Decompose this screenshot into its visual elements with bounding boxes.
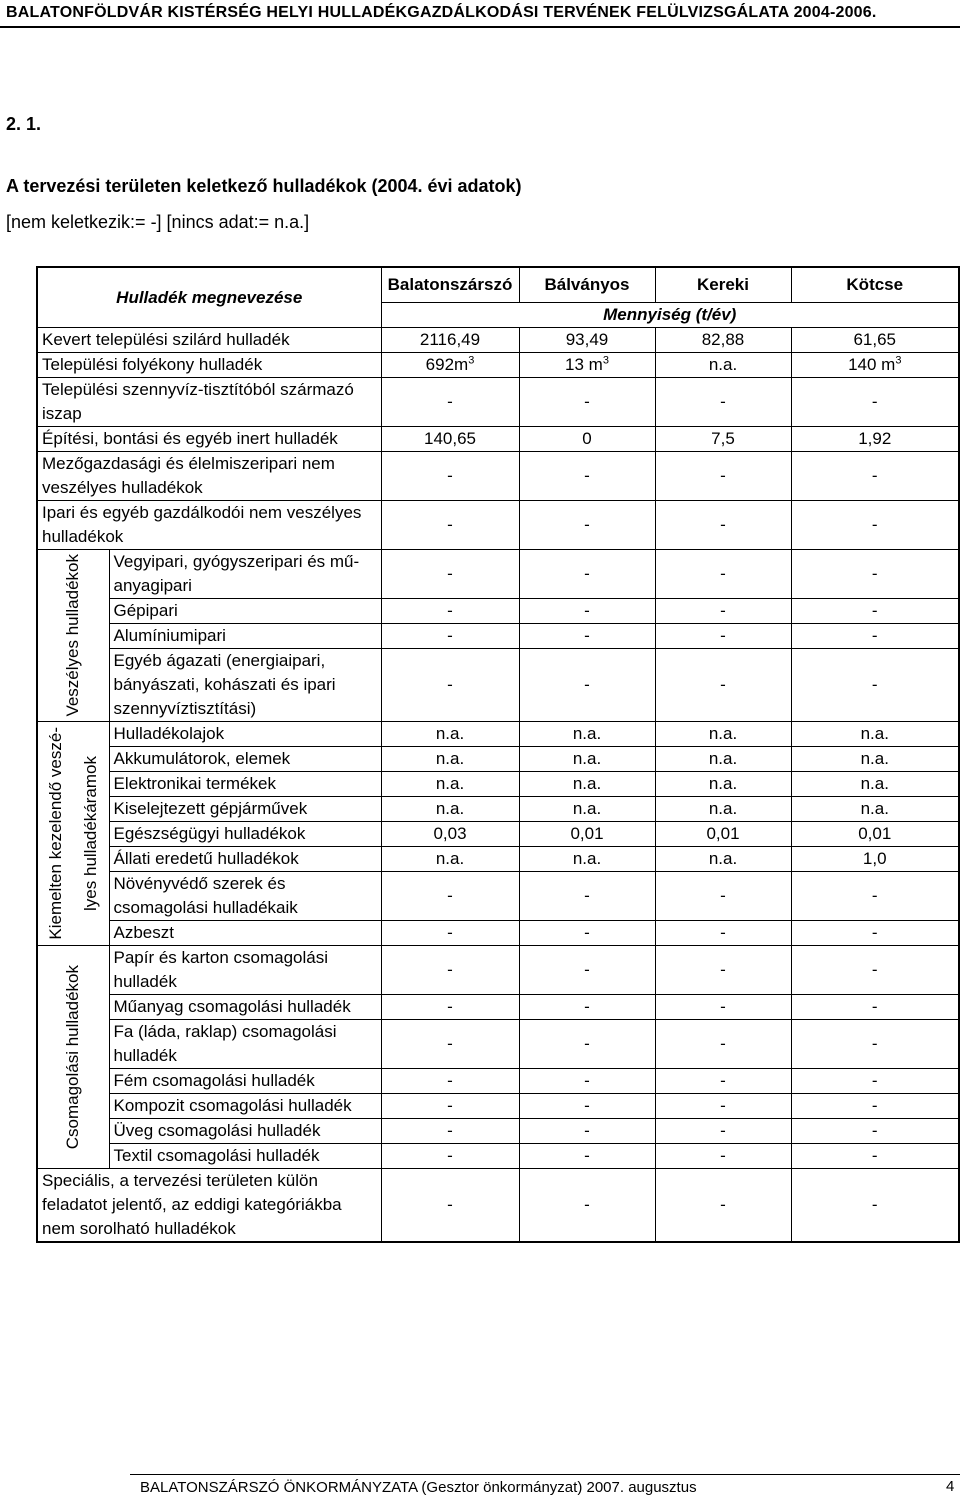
value-cell [381, 921, 519, 946]
value-text: - [447, 626, 453, 645]
value-text: - [584, 1146, 590, 1165]
table-row [37, 946, 959, 995]
value-text: n.a. [435, 749, 465, 768]
row-label: Hulladékolajok [109, 722, 381, 747]
table-row [37, 1094, 959, 1119]
value-cell [791, 822, 959, 847]
column-header-location: Bálványos [519, 267, 655, 303]
row-label: Állati eredetű hulladékok [109, 847, 381, 872]
value-cell [791, 427, 959, 452]
value-text: - [584, 601, 590, 620]
value-text: n.a. [435, 849, 465, 868]
value-cell [519, 797, 655, 822]
value-cell [791, 1069, 959, 1094]
value-cell [519, 550, 655, 599]
row-label: Mezőgazdasági és élelmiszeripari nem veszélyes hulladékok [37, 452, 381, 501]
value-text: n.a. [708, 749, 738, 768]
row-label: Textil csomagolási hulladék [109, 1144, 381, 1169]
value-text: - [871, 515, 878, 534]
section-legend: [nem keletkezik:= -] [nincs adat:= n.a.] [6, 212, 310, 232]
table-row [37, 1119, 959, 1144]
value-text: n.a. [708, 774, 738, 793]
value-text: - [584, 626, 590, 645]
value-cell [381, 946, 519, 995]
value-text: 692m [425, 355, 469, 374]
row-label: Fém csomagolási hulladék [109, 1069, 381, 1094]
value-text: n.a. [860, 774, 889, 793]
row-label: Papír és karton csomagolási hulladék [109, 946, 381, 995]
row-label: Gépipari [109, 599, 381, 624]
value-cell [655, 550, 791, 599]
value-text: - [720, 923, 726, 942]
value-text: 0,01 [706, 824, 740, 843]
value-cell [655, 872, 791, 921]
group-label-text: Kiemelten kezelendő veszé- [45, 727, 65, 940]
row-label: Elektronikai termékek [109, 772, 381, 797]
row-label: Akkumulátorok, elemek [109, 747, 381, 772]
value-cell [381, 1169, 519, 1243]
value-text: - [447, 466, 453, 485]
value-cell [791, 797, 959, 822]
value-text: 1,92 [858, 429, 892, 448]
value-cell [381, 847, 519, 872]
value-cell [519, 501, 655, 550]
row-label: Egyéb ágazati (energiaipari, bányászati, kohászati és ipari szennyvíztisztítási) [109, 649, 381, 722]
value-cell [519, 1144, 655, 1169]
row-label: Települési folyékony hulladék [37, 353, 381, 378]
value-cell [519, 1169, 655, 1243]
value-cell [381, 501, 519, 550]
value-text: 0,01 [858, 824, 892, 843]
row-label: Speciális, a tervezési területen külön feladatot jelentő, az eddigi kategóriákba nem sorolható hulladékok [37, 1169, 381, 1243]
value-text: - [447, 1034, 453, 1053]
value-cell [519, 353, 655, 378]
value-text: n.a. [572, 749, 602, 768]
value-text: n.a. [572, 724, 602, 743]
group-label-text: Veszélyes hulladékok [63, 554, 83, 717]
value-cell [791, 946, 959, 995]
row-label: Vegyipari, gyógyszeripari és mű-anyagipari [109, 550, 381, 599]
value-cell [655, 1069, 791, 1094]
table-row [37, 599, 959, 624]
table-row [37, 822, 959, 847]
row-label: Üveg csomagolási hulladék [109, 1119, 381, 1144]
value-text: - [871, 997, 878, 1016]
superscript-unit: 3 [602, 354, 609, 367]
group-label-text: lyes hulladékáramok [80, 756, 100, 911]
value-text: n.a. [708, 355, 738, 374]
value-text: - [447, 515, 453, 534]
value-cell [655, 946, 791, 995]
table-row [37, 328, 959, 353]
value-cell [791, 722, 959, 747]
value-text: n.a. [435, 799, 465, 818]
value-text: - [584, 1071, 590, 1090]
value-cell [519, 624, 655, 649]
value-text: - [720, 1071, 726, 1090]
document-header [0, 0, 960, 28]
value-text: - [720, 1146, 726, 1165]
value-text: - [447, 1195, 453, 1214]
value-text: - [871, 1146, 878, 1165]
value-text: - [584, 1195, 590, 1214]
value-cell [655, 1020, 791, 1069]
table-row [37, 995, 959, 1020]
value-cell [791, 649, 959, 722]
row-label: Alumíniumipari [109, 624, 381, 649]
value-cell [519, 1119, 655, 1144]
table-row [37, 872, 959, 921]
value-cell [791, 452, 959, 501]
row-label: Azbeszt [109, 921, 381, 946]
value-cell [519, 427, 655, 452]
value-text: - [871, 675, 878, 694]
value-cell [655, 624, 791, 649]
value-cell [655, 649, 791, 722]
value-text: - [447, 1146, 453, 1165]
superscript-unit: 3 [468, 354, 475, 367]
value-cell [655, 599, 791, 624]
value-cell [655, 772, 791, 797]
value-text: - [720, 1121, 726, 1140]
value-text: - [720, 564, 726, 583]
section-number: 2. 1. [6, 114, 42, 134]
value-cell [655, 1144, 791, 1169]
value-cell [381, 624, 519, 649]
value-text: - [871, 1096, 878, 1115]
value-text: - [871, 886, 878, 905]
value-cell [655, 501, 791, 550]
value-cell [519, 1020, 655, 1069]
table-row [37, 722, 959, 747]
value-text: - [584, 1034, 590, 1053]
value-text: 2116,49 [419, 330, 481, 349]
value-cell [655, 747, 791, 772]
value-text: - [447, 675, 453, 694]
value-text: - [720, 626, 726, 645]
value-cell [655, 995, 791, 1020]
value-cell [381, 1144, 519, 1169]
value-text: n.a. [572, 774, 602, 793]
value-text: - [871, 1071, 878, 1090]
value-cell [381, 328, 519, 353]
value-cell [381, 1069, 519, 1094]
table-row [37, 1169, 959, 1243]
unit-header: Mennyiség (t/év) [381, 303, 959, 328]
value-text: - [871, 564, 878, 583]
value-cell [381, 1119, 519, 1144]
value-cell [519, 747, 655, 772]
value-cell [381, 995, 519, 1020]
value-cell [791, 1020, 959, 1069]
value-cell [519, 649, 655, 722]
value-text: - [871, 466, 878, 485]
value-cell [791, 599, 959, 624]
value-text: 0 [582, 429, 592, 448]
document-title: BALATONFÖLDVÁR KISTÉRSÉG HELYI HULLADÉKGAZDÁLKODÁSI TERVÉNEK FELÜLVIZSGÁLATA 2004-2006. [6, 4, 877, 21]
footer-text: BALATONSZÁRSZÓ ÖNKORMÁNYZATA (Gesztor önkormányzat) 2007. augusztus [140, 1479, 697, 1496]
value-cell [519, 1094, 655, 1119]
value-text: - [447, 960, 453, 979]
value-cell [791, 1144, 959, 1169]
value-text: n.a. [572, 799, 602, 818]
table-row [37, 501, 959, 550]
value-cell [655, 1119, 791, 1144]
group-label-hazardous [37, 550, 109, 722]
value-cell [791, 847, 959, 872]
value-cell [791, 1119, 959, 1144]
value-cell [791, 772, 959, 797]
value-text: - [447, 601, 453, 620]
value-text: n.a. [860, 799, 889, 818]
value-text: 0,01 [570, 824, 604, 843]
value-cell [381, 1020, 519, 1069]
table-row [37, 353, 959, 378]
value-text: - [447, 886, 453, 905]
column-header-location: Kötcse [791, 267, 959, 303]
table-row [37, 1020, 959, 1069]
value-cell [791, 1169, 959, 1243]
value-text: n.a. [708, 799, 738, 818]
value-text: n.a. [708, 849, 738, 868]
value-text: 140,65 [424, 429, 476, 448]
column-header-location: Balatonszárszó [381, 267, 519, 303]
value-text: - [447, 1121, 453, 1140]
section-title: A tervezési területen keletkező hulladékok (2004. évi adatok) [6, 176, 522, 196]
value-text: - [720, 515, 726, 534]
table-row [37, 1069, 959, 1094]
value-cell [791, 995, 959, 1020]
value-cell [791, 378, 959, 427]
value-cell [519, 378, 655, 427]
value-text: - [871, 960, 878, 979]
value-cell [519, 722, 655, 747]
value-text: - [871, 626, 878, 645]
value-cell [655, 353, 791, 378]
row-label: Fa (láda, raklap) csomagolási hulladék [109, 1020, 381, 1069]
table-row [37, 772, 959, 797]
value-text: 7,5 [711, 429, 735, 448]
value-text: - [871, 601, 878, 620]
value-text: - [447, 997, 453, 1016]
value-text: - [584, 675, 590, 694]
value-cell [791, 872, 959, 921]
value-cell [519, 847, 655, 872]
table-row [37, 797, 959, 822]
value-text: - [584, 923, 590, 942]
value-text: - [720, 960, 726, 979]
value-cell [791, 1094, 959, 1119]
row-label: Kevert települési szilárd hulladék [37, 328, 381, 353]
value-cell [519, 995, 655, 1020]
value-cell [655, 921, 791, 946]
value-cell [519, 946, 655, 995]
value-cell [519, 1069, 655, 1094]
table-row [37, 1144, 959, 1169]
value-cell [655, 797, 791, 822]
table-row [37, 747, 959, 772]
header-row [37, 267, 959, 303]
value-text: - [584, 1096, 590, 1115]
column-header-location: Kereki [655, 267, 791, 303]
value-cell [381, 599, 519, 624]
value-cell [655, 328, 791, 353]
value-cell [519, 328, 655, 353]
value-text: n.a. [572, 849, 602, 868]
superscript-unit: 3 [895, 354, 902, 367]
value-cell [519, 599, 655, 624]
value-cell [519, 772, 655, 797]
value-cell [791, 747, 959, 772]
value-cell [791, 624, 959, 649]
value-text: 82,88 [701, 330, 745, 349]
value-text: - [871, 923, 878, 942]
value-cell [381, 427, 519, 452]
value-text: - [720, 997, 726, 1016]
value-text: - [584, 466, 590, 485]
value-cell [519, 452, 655, 501]
value-cell [381, 722, 519, 747]
row-label: Egészségügyi hulladékok [109, 822, 381, 847]
row-label: Építési, bontási és egyéb inert hulladék [37, 427, 381, 452]
value-text: 13 m [565, 355, 603, 374]
value-text: - [447, 564, 453, 583]
value-text: 1,0 [862, 849, 887, 868]
value-cell [655, 722, 791, 747]
value-cell [381, 797, 519, 822]
row-label: Kiselejtezett gépjárművek [109, 797, 381, 822]
waste-table [36, 266, 960, 1243]
value-text: - [720, 1195, 726, 1214]
value-cell [381, 747, 519, 772]
group-label-special [37, 722, 109, 946]
value-text: - [584, 997, 590, 1016]
value-text: - [447, 1071, 453, 1090]
page-number: 4 [946, 1478, 955, 1495]
value-cell [655, 378, 791, 427]
group-label-text: Csomagolási hulladékok [63, 964, 83, 1150]
value-text: 93,49 [565, 330, 609, 349]
value-text: - [871, 1121, 878, 1140]
value-text: n.a. [860, 724, 889, 743]
value-text: n.a. [860, 749, 889, 768]
value-text: - [871, 1034, 878, 1053]
value-text: - [720, 1096, 726, 1115]
value-text: - [584, 960, 590, 979]
footer-divider [130, 1474, 960, 1475]
value-text: n.a. [708, 724, 738, 743]
value-cell [655, 1094, 791, 1119]
value-text: 0,03 [433, 824, 467, 843]
row-label: Műanyag csomagolási hulladék [109, 995, 381, 1020]
value-text: - [447, 923, 453, 942]
table-row [37, 452, 959, 501]
value-cell [381, 452, 519, 501]
value-cell [791, 921, 959, 946]
value-text: - [720, 886, 726, 905]
value-cell [519, 822, 655, 847]
table-row [37, 847, 959, 872]
group-label-packaging [37, 946, 109, 1169]
value-cell [381, 378, 519, 427]
value-text: - [584, 886, 590, 905]
value-text: - [720, 1034, 726, 1053]
value-cell [655, 427, 791, 452]
value-cell [791, 501, 959, 550]
row-label: Kompozit csomagolási hulladék [109, 1094, 381, 1119]
value-text: 61,65 [853, 330, 897, 349]
value-text: - [584, 564, 590, 583]
value-text: - [584, 515, 590, 534]
value-cell [381, 649, 519, 722]
value-text: - [447, 392, 453, 411]
value-cell [655, 452, 791, 501]
value-cell [381, 822, 519, 847]
value-cell [381, 353, 519, 378]
table-row [37, 624, 959, 649]
value-text: - [871, 392, 878, 411]
value-cell [519, 921, 655, 946]
value-cell [791, 353, 959, 378]
value-text: - [447, 1096, 453, 1115]
value-cell [381, 872, 519, 921]
value-text: - [720, 675, 726, 694]
row-label: Ipari és egyéb gazdálkodói nem veszélyes hulladékok [37, 501, 381, 550]
column-header-name: Hulladék megnevezése [37, 267, 381, 328]
value-cell [381, 772, 519, 797]
table-row [37, 649, 959, 722]
value-cell [655, 847, 791, 872]
table-row [37, 427, 959, 452]
value-text: - [871, 1195, 878, 1214]
value-text: - [584, 392, 590, 411]
value-cell [655, 1169, 791, 1243]
value-cell [791, 550, 959, 599]
value-text: n.a. [435, 774, 465, 793]
value-text: - [720, 601, 726, 620]
value-text: 140 m [848, 355, 896, 374]
value-cell [519, 872, 655, 921]
value-cell [381, 550, 519, 599]
value-text: - [720, 392, 726, 411]
row-label: Növényvédő szerek és csomagolási hulladékaik [109, 872, 381, 921]
value-cell [381, 1094, 519, 1119]
value-text: - [584, 1121, 590, 1140]
value-cell [791, 328, 959, 353]
value-text: - [720, 466, 726, 485]
row-label: Települési szennyvíz-tisztítóból származó iszap [37, 378, 381, 427]
table-row [37, 921, 959, 946]
value-cell [655, 822, 791, 847]
table-row [37, 378, 959, 427]
table-row [37, 550, 959, 599]
value-text: n.a. [435, 724, 465, 743]
